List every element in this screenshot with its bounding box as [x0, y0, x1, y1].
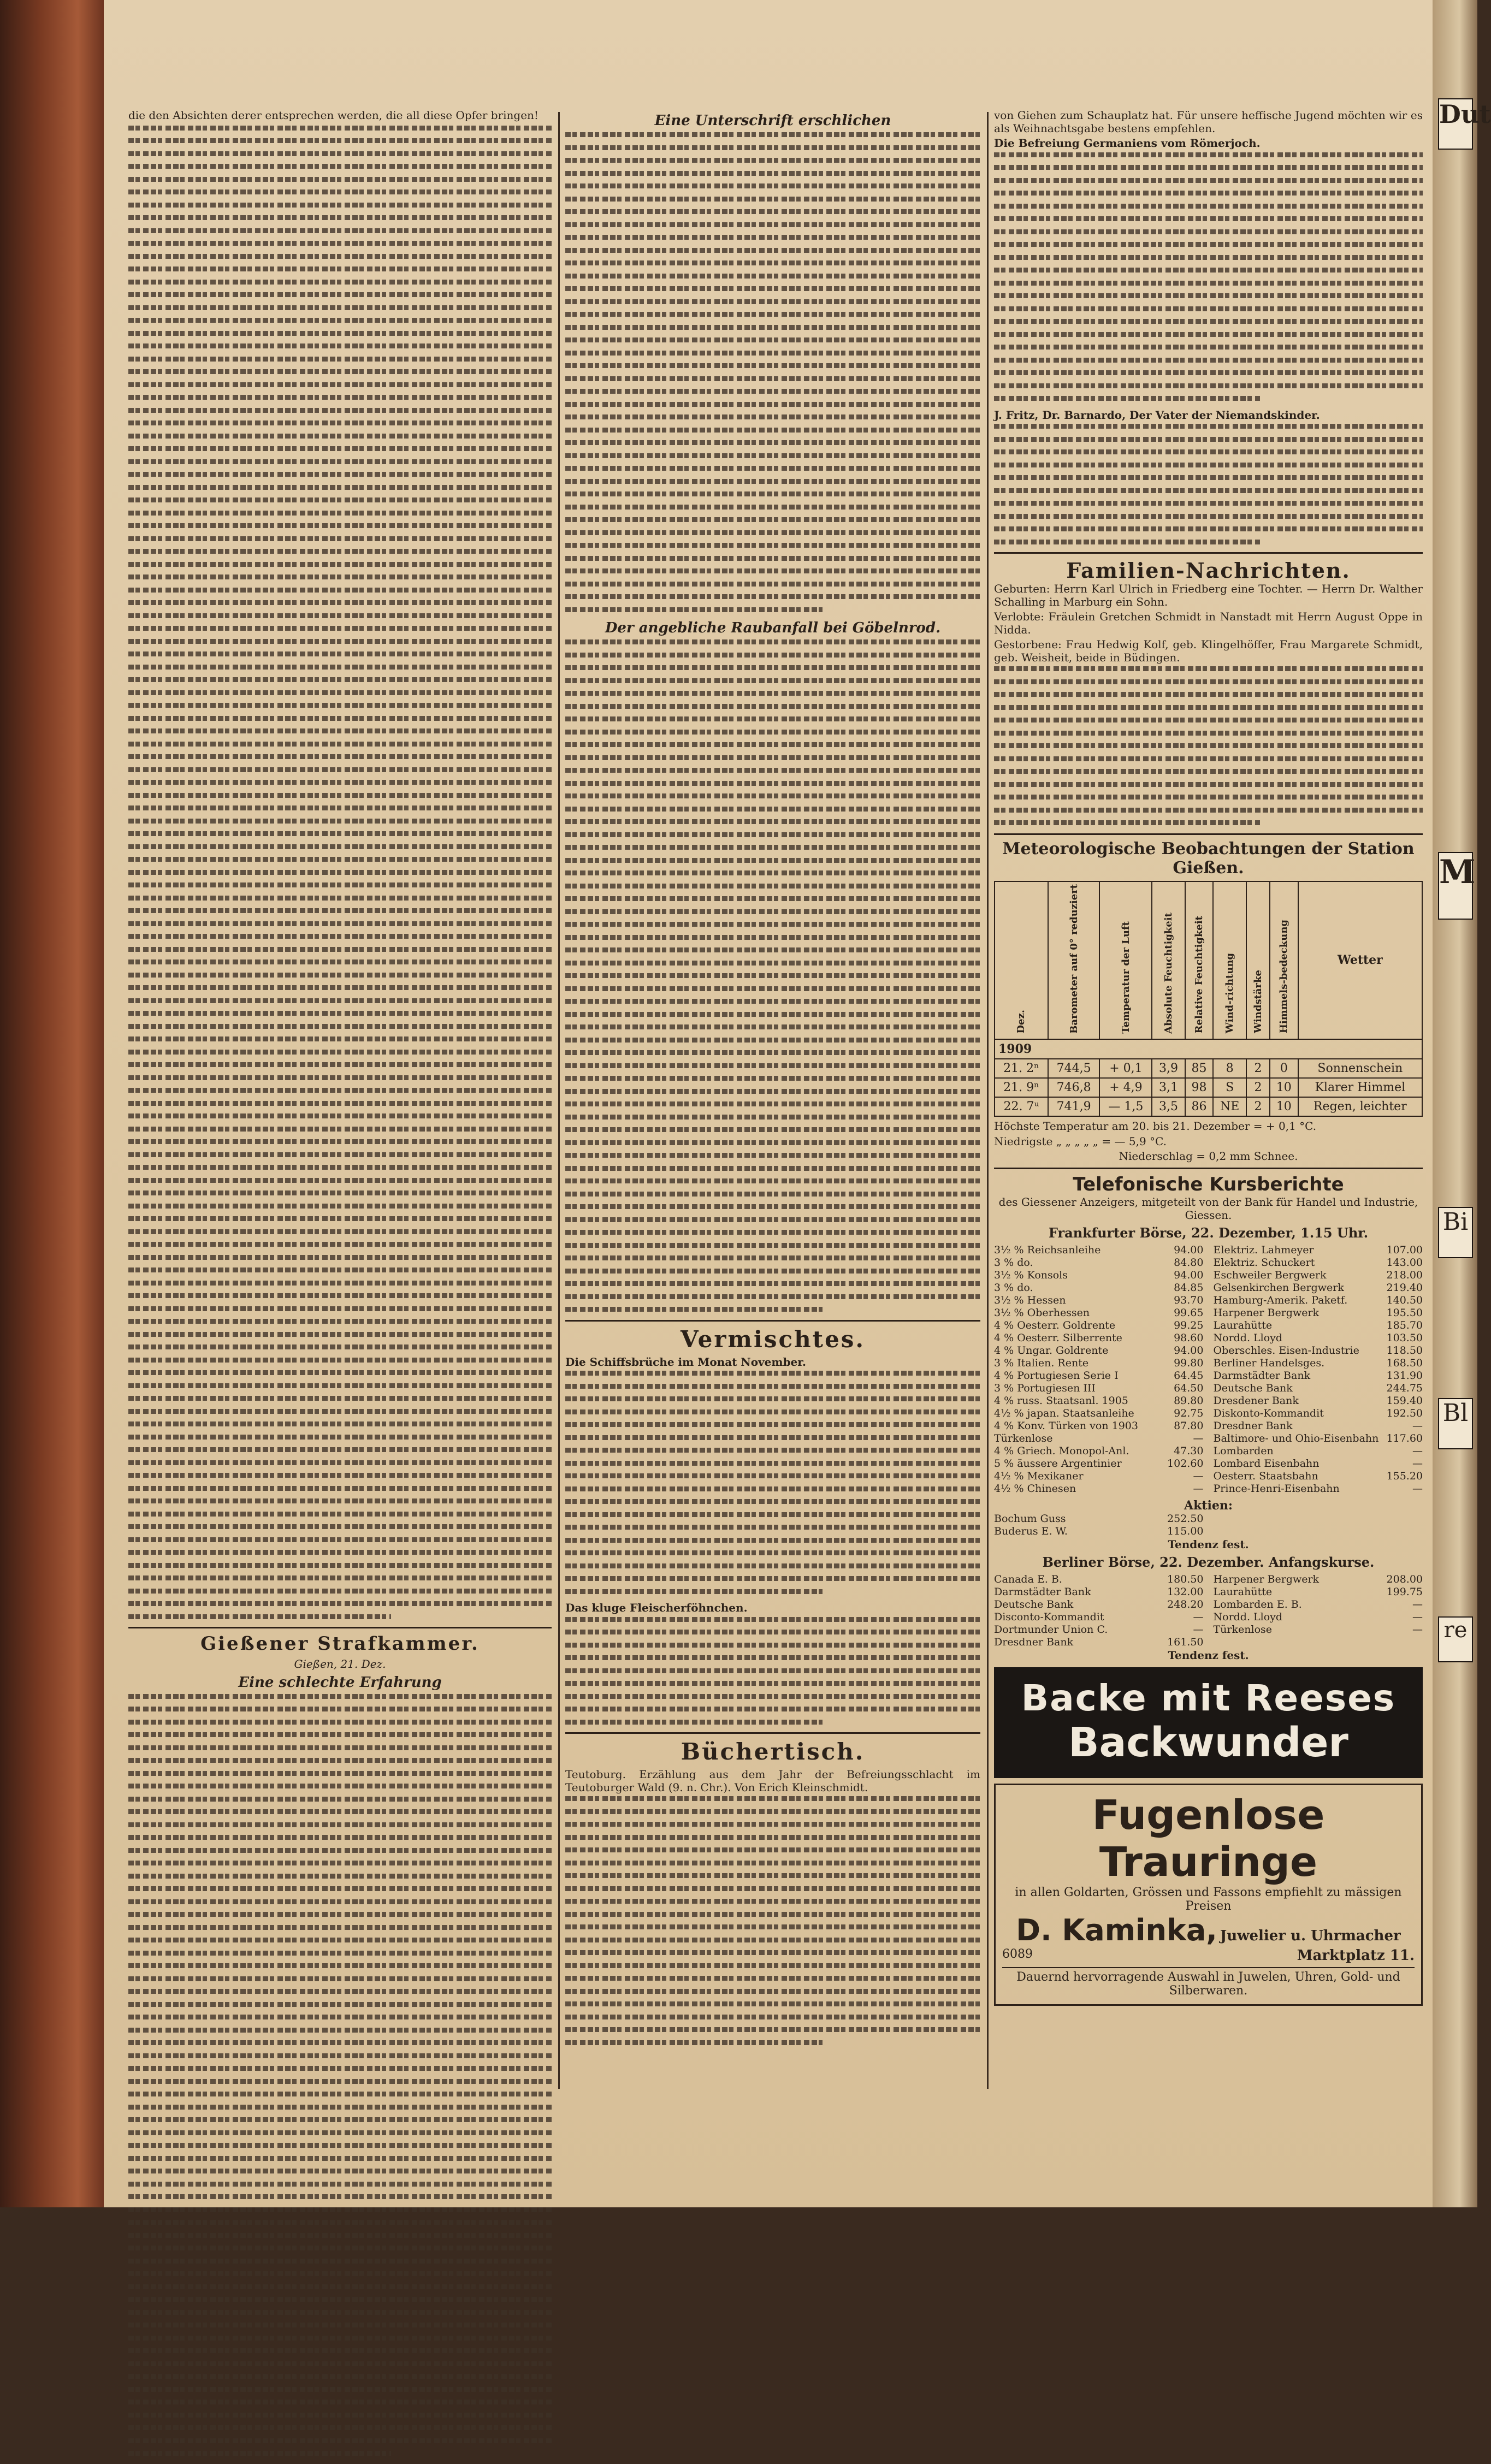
stock-name: Laurahütte [1213, 1319, 1273, 1331]
advert-backe-line-1: Backe mit Reeses [1021, 1677, 1396, 1719]
stock-price: 208.00 [1386, 1573, 1423, 1585]
stock-name: 3½ % Konsols [994, 1269, 1068, 1281]
weather-header: Barometer auf 0° reduziert [1048, 881, 1100, 1040]
stock-quote-row [1214, 1307, 1423, 1319]
stock-quote-row [1214, 1611, 1423, 1624]
stock-quote-row [1214, 1282, 1423, 1294]
weather-table [994, 881, 1423, 1117]
weather-report [994, 839, 1423, 1163]
vermischtes-item-1-title: Die Schiffsbrüche im Monat November. [565, 1355, 806, 1369]
section-buechertisch: Büchertisch. [681, 1738, 865, 1765]
aktien-label: Aktien: [1184, 1498, 1233, 1513]
stock-name: Laurahütte [1213, 1585, 1273, 1598]
edge-letters-3: Bi [1438, 1207, 1473, 1258]
stock-name: Dresdner Bank [1213, 1419, 1293, 1432]
weather-header-row [995, 881, 1422, 1040]
stock-name: 4 % Oesterr. Goldrente [994, 1319, 1116, 1331]
stock-quote-row [1214, 1319, 1423, 1332]
stock-quote-row [994, 1382, 1204, 1395]
weather-summary-3: Niederschlag = 0,2 mm Schnee. [1119, 1150, 1298, 1163]
column-3-divider-2 [994, 833, 1423, 835]
stock-name: 4½ % Mexikaner [994, 1470, 1084, 1482]
stock-price: 219.40 [1386, 1281, 1423, 1294]
stock-quote-row [994, 1269, 1204, 1282]
stock-name: Oberschles. Eisen-Industrie [1213, 1344, 1359, 1357]
stock-name: Lombarden [1213, 1444, 1274, 1457]
stock-price: 180.50 [1167, 1573, 1204, 1585]
frankfurt-left-column [994, 1244, 1204, 1495]
advert-trauringe-role: Juwelier u. Uhrmacher [1220, 1927, 1401, 1944]
aktien-quotes [994, 1513, 1423, 1538]
stock-quote-row [1214, 1257, 1423, 1269]
weather-header: Wetter [1298, 881, 1422, 1040]
stock-quote-row [994, 1407, 1204, 1420]
stock-price: 168.50 [1386, 1357, 1423, 1369]
weather-title: Meteorologische Beobachtungen der Station Gießen. [1002, 839, 1415, 878]
stock-price: 84.85 [1174, 1281, 1204, 1294]
stock-quote-row [994, 1470, 1204, 1483]
column-rule-2 [987, 112, 989, 2089]
stock-quote-row [994, 1432, 1204, 1445]
stock-quote-row [994, 1636, 1204, 1649]
stock-name: Lombard Eisenbahn [1213, 1457, 1320, 1470]
stock-price: 102.60 [1167, 1457, 1204, 1470]
edge-letters-1: Dut [1438, 98, 1473, 150]
buechertisch-item-1: Teutoburg. Erzählung aus dem Jahr der Befreiungsschlacht im Teutoburger Wald (9. n. Chr.). Von Erich Kleinschmidt. [565, 1768, 980, 1794]
stock-reports [994, 1174, 1423, 1662]
advert-backe-line-2: Backwunder [1068, 1719, 1348, 1766]
stock-subtitle: des Giessener Anzeigers, mitgeteilt von der Bank für Handel und Industrie, Giessen. [998, 1195, 1418, 1222]
vermischtes-item-2-text [565, 1617, 980, 1725]
stock-name: 3 % Portugiesen III [994, 1382, 1096, 1394]
stock-price: 248.20 [1167, 1598, 1204, 1610]
weather-row: 22. 7ᵘ 741,9 — 1,5 3,5 86 NE 2 10 Regen, leichter [995, 1097, 1422, 1116]
stock-price: 218.00 [1386, 1269, 1423, 1281]
stock-quote-row [1214, 1395, 1423, 1407]
stock-price: — [1193, 1470, 1204, 1482]
weather-header: Wind-richtung [1213, 881, 1246, 1040]
stock-name: Deutsche Bank [994, 1598, 1074, 1610]
stock-name: 4 % Griech. Monopol-Anl. [994, 1444, 1129, 1457]
buechertisch-text [565, 1796, 980, 2045]
stock-name: 4 % Konv. Türken von 1903 [994, 1419, 1138, 1432]
stock-price: 195.50 [1386, 1306, 1423, 1319]
stock-price: 252.50 [1167, 1512, 1204, 1525]
vermischtes-item-1-text [565, 1371, 980, 1594]
stock-price: 185.70 [1386, 1319, 1423, 1331]
stock-price: 155.20 [1386, 1470, 1423, 1482]
advert-backe-mit-reeses [994, 1667, 1423, 1778]
stock-quote-row [1214, 1382, 1423, 1395]
stock-price: — [1412, 1623, 1423, 1636]
stock-name: 3 % Italien. Rente [994, 1357, 1089, 1369]
stock-name: 3½ % Oberhessen [994, 1306, 1090, 1319]
stock-price: 107.00 [1386, 1243, 1423, 1256]
article-heading-raubanfall: Der angebliche Raubanfall bei Göbelnrod. [605, 620, 941, 636]
stock-name: Nordd. Lloyd [1213, 1331, 1283, 1344]
stock-price: 98.60 [1174, 1331, 1204, 1344]
stock-quote-row [994, 1357, 1204, 1370]
stock-name: Elektriz. Lahmeyer [1213, 1243, 1314, 1256]
stock-quote-row [1214, 1370, 1423, 1382]
stock-quote-row [1214, 1573, 1423, 1586]
tendenz-1: Tendenz fest. [1168, 1537, 1249, 1551]
stock-quote-row [994, 1611, 1204, 1624]
stock-price: 99.25 [1174, 1319, 1204, 1331]
stock-name: 4 % Oesterr. Silberrente [994, 1331, 1122, 1344]
stock-price: 103.50 [1386, 1331, 1423, 1344]
column-3-divider-3 [994, 1168, 1423, 1169]
section-vermischtes: Vermischtes. [680, 1325, 866, 1353]
stock-quote-row [1214, 1483, 1423, 1495]
stock-quote-row [994, 1395, 1204, 1407]
stock-name: Lombarden E. B. [1213, 1598, 1302, 1610]
vermischtes-item-2-title: Das kluge Fleischerföhnchen. [565, 1601, 748, 1614]
stock-name: Hamburg-Amerik. Paketf. [1213, 1294, 1348, 1306]
stock-price: 143.00 [1386, 1256, 1423, 1269]
stock-price: 132.00 [1167, 1585, 1204, 1598]
stock-price: 118.50 [1386, 1344, 1423, 1357]
book-spine-gutter [0, 0, 104, 2207]
court-dateline: Gießen, 21. Dez. [294, 1657, 386, 1671]
stock-name: 4½ % Chinesen [994, 1482, 1076, 1495]
stock-price: 99.65 [1174, 1306, 1204, 1319]
weather-header: Relative Feuchtigkeit [1185, 881, 1214, 1040]
stock-quote-row [994, 1586, 1204, 1598]
stock-name: Dortmunder Union C. [994, 1623, 1108, 1636]
column-3 [994, 109, 1423, 2006]
column-3-lead-text: von Giehen zum Schauplatz hat. Für unsere heffische Jugend möchten wir es als Weihnachtsgabe bestens empfehlen. [994, 109, 1423, 135]
edge-letters-5: re [1438, 1616, 1473, 1662]
stock-price: 89.80 [1174, 1394, 1204, 1407]
stock-name: Türkenlose [994, 1432, 1053, 1444]
stock-name: 4½ % japan. Staatsanleihe [994, 1407, 1134, 1419]
article-raubanfall-text [565, 639, 980, 1312]
stock-price: 94.00 [1174, 1344, 1204, 1357]
frankfurt-quotes [994, 1244, 1423, 1495]
stock-quote-row [1214, 1332, 1423, 1344]
advert-trauringe-name: D. Kaminka, [1016, 1912, 1217, 1947]
article-unterschrift-text [565, 132, 980, 612]
stock-quote-row [994, 1525, 1204, 1538]
stock-quote-row [1214, 1420, 1423, 1432]
advert-trauringe-bottom: Dauernd hervorragende Auswahl in Juwelen, Uhren, Gold- und Silberwaren. [1002, 1967, 1415, 1998]
column-1-divider [128, 1627, 552, 1628]
column-2 [565, 109, 980, 2053]
stock-name: 3½ % Hessen [994, 1294, 1066, 1306]
stock-price: — [1193, 1610, 1204, 1623]
stock-quote-row [1214, 1269, 1423, 1282]
weather-summary-2: Niedrigste „ „ „ „ „ = — 5,9 °C. [994, 1134, 1167, 1148]
stock-quote-row [994, 1483, 1204, 1495]
stock-name: Disconto-Kommandit [994, 1610, 1104, 1623]
weather-header: Dez. [995, 881, 1048, 1040]
stock-quote-row [1214, 1586, 1423, 1598]
court-heading: Gießener Strafkammer. [200, 1633, 480, 1655]
stock-name: Nordd. Lloyd [1213, 1610, 1283, 1623]
stock-quote-row [1214, 1598, 1423, 1611]
stock-name: Elektriz. Schuckert [1213, 1256, 1315, 1269]
stock-price: 115.00 [1167, 1525, 1204, 1537]
stock-name: Oesterr. Staatsbahn [1213, 1470, 1318, 1482]
stock-name: Harpener Bergwerk [1213, 1306, 1320, 1319]
court-report-text [128, 1694, 552, 2456]
stock-quote-row [994, 1319, 1204, 1332]
weather-summary-1: Höchste Temperatur am 20. bis 21. Dezember = + 0,1 °C. [994, 1120, 1317, 1133]
book-review-3-title: J. Fritz, Dr. Barnardo, Der Vater der Niemandskinder. [994, 408, 1320, 422]
advert-trauringe-code: 6089 [1002, 1947, 1033, 1961]
stock-price: — [1412, 1444, 1423, 1457]
stock-price: 161.50 [1167, 1636, 1204, 1648]
stock-name: Canada E. B. [994, 1573, 1062, 1585]
berlin-heading: Berliner Börse, 22. Dezember. Anfangskurse. [1042, 1554, 1375, 1570]
advert-trauringe-sub: in allen Goldarten, Grössen und Fassons empfiehlt zu mässigen Preisen [1015, 1885, 1402, 1913]
stock-quote-row [1214, 1432, 1423, 1445]
stock-quote-row [994, 1244, 1204, 1257]
stock-name: Baltimore- und Ohio-Eisenbahn [1213, 1432, 1379, 1444]
stock-price: — [1412, 1419, 1423, 1432]
stock-name: 3½ % Reichsanleihe [994, 1243, 1101, 1256]
stock-price: 117.60 [1386, 1432, 1423, 1444]
stock-price: 131.90 [1386, 1369, 1423, 1382]
column-2-divider-2 [565, 1732, 980, 1734]
column-rule-1 [558, 112, 560, 2089]
stock-price: 244.75 [1386, 1382, 1423, 1394]
berlin-quotes [994, 1573, 1423, 1649]
stock-quote-row [1214, 1244, 1423, 1257]
stock-quote-row [994, 1332, 1204, 1344]
stock-name: Dresdener Bank [1213, 1394, 1299, 1407]
stock-quote-row [994, 1445, 1204, 1458]
stock-price: 47.30 [1174, 1444, 1204, 1457]
stock-price: — [1193, 1432, 1204, 1444]
tendenz-2: Tendenz fest. [1168, 1648, 1249, 1662]
weather-header: Temperatur der Luft [1099, 881, 1152, 1040]
stock-price: 92.75 [1174, 1407, 1204, 1419]
stock-quote-row [994, 1294, 1204, 1307]
stock-name: Eschweiler Bergwerk [1213, 1269, 1327, 1281]
stock-name: Deutsche Bank [1213, 1382, 1293, 1394]
stock-price: — [1412, 1610, 1423, 1623]
stock-quote-row [994, 1624, 1204, 1636]
stock-name: Gelsenkirchen Bergwerk [1213, 1281, 1344, 1294]
column-3-divider-1 [994, 552, 1423, 554]
stock-name: 4 % russ. Staatsanl. 1905 [994, 1394, 1128, 1407]
column-1-body-text [128, 126, 552, 1619]
weather-row: 21. 2ⁿ 744,5 + 0,1 3,9 85 8 2 0 Sonnenschein [995, 1059, 1422, 1078]
stock-name: 4 % Portugiesen Serie I [994, 1369, 1119, 1382]
stock-quote-row [994, 1513, 1204, 1525]
stock-price: — [1193, 1482, 1204, 1495]
stock-quote-row [1214, 1357, 1423, 1370]
stock-quote-row [994, 1344, 1204, 1357]
stock-quote-row [1214, 1344, 1423, 1357]
stock-name: Diskonto-Kommandit [1213, 1407, 1324, 1419]
stock-name: Harpener Bergwerk [1213, 1573, 1320, 1585]
edge-letters-2: M [1438, 852, 1473, 920]
stock-quote-row [1214, 1407, 1423, 1420]
weather-row: 21. 9ⁿ 746,8 + 4,9 3,1 98 S 2 10 Klarer Himmel [995, 1078, 1422, 1097]
column-2-divider-1 [565, 1320, 980, 1322]
stock-name: 4 % Ungar. Goldrente [994, 1344, 1109, 1357]
advert-trauringe-address: Marktplatz 11. [1297, 1947, 1415, 1964]
stock-quote-row [994, 1282, 1204, 1294]
stock-name: Darmstädter Bank [994, 1585, 1091, 1598]
stock-quote-row [994, 1370, 1204, 1382]
stock-price: 192.50 [1386, 1407, 1423, 1419]
stock-price: 159.40 [1386, 1394, 1423, 1407]
stock-price: 94.00 [1174, 1243, 1204, 1256]
stock-price: 199.75 [1386, 1585, 1423, 1598]
advert-trauringe [994, 1784, 1423, 2006]
column-1-lead-text: die den Absichten derer entsprechen werden, die all diese Opfer bringen! [128, 109, 539, 122]
aktien-column [994, 1513, 1204, 1538]
weather-year: 1909 [995, 1039, 1422, 1059]
stock-name: Bochum Guss [994, 1512, 1066, 1525]
stock-quote-row [994, 1257, 1204, 1269]
book-review-3-text [994, 424, 1423, 544]
frankfurt-heading: Frankfurter Börse, 22. Dezember, 1.15 Uhr. [1048, 1224, 1369, 1241]
stock-quote-row [994, 1573, 1204, 1586]
stock-name: Türkenlose [1213, 1623, 1272, 1636]
advert-trauringe-title: Fugenlose Trauringe [1092, 1791, 1325, 1886]
newspaper-paper [104, 0, 1433, 2207]
stock-price: — [1412, 1598, 1423, 1610]
berlin-right-column [1214, 1573, 1423, 1649]
article-heading-unterschrift: Eine Unterschrift erschlichen [654, 112, 891, 129]
book-review-2-title: Die Befreiung Germaniens vom Römerjoch. [994, 137, 1261, 150]
weather-header: Absolute Feuchtigkeit [1152, 881, 1185, 1040]
stock-name: Prince-Henri-Eisenbahn [1213, 1482, 1340, 1495]
stock-price: 64.50 [1174, 1382, 1204, 1394]
stock-price: 87.80 [1174, 1419, 1204, 1432]
stock-price: — [1412, 1457, 1423, 1470]
stock-quote-row [994, 1420, 1204, 1432]
stock-price: 94.00 [1174, 1269, 1204, 1281]
stock-name: Dresdner Bank [994, 1636, 1074, 1648]
stock-quote-row [994, 1307, 1204, 1319]
stock-name: 3 % do. [994, 1281, 1033, 1294]
family-births: Geburten: Herrn Karl Ulrich in Friedberg eine Tochter. — Herrn Dr. Walther Schalling in Marburg ein Sohn. [994, 582, 1423, 608]
stock-quote-row [1214, 1470, 1423, 1483]
stock-name: Berliner Handelsges. [1213, 1357, 1325, 1369]
edge-letters-4: Bl [1438, 1398, 1473, 1449]
frankfurt-right-column [1214, 1244, 1423, 1495]
court-case-title: Eine schlechte Erfahrung [238, 1674, 442, 1691]
next-page-edge [1433, 0, 1491, 2207]
stock-quote-row [1214, 1624, 1423, 1636]
family-deaths: Gestorbene: Frau Hedwig Kolf, geb. Klingelhöffer, Frau Margarete Schmidt, geb. Weisheit, beide in Büdingen. [994, 638, 1423, 664]
stock-price: 93.70 [1174, 1294, 1204, 1306]
family-news-text [994, 666, 1423, 825]
weather-header: Himmels-bedeckung [1270, 881, 1298, 1040]
berlin-left-column [994, 1573, 1204, 1649]
stock-name: 3 % do. [994, 1256, 1033, 1269]
stock-quote-row [1214, 1458, 1423, 1470]
stock-quote-row [1214, 1445, 1423, 1458]
family-news-heading: Familien-Nachrichten. [1066, 558, 1351, 583]
stock-name: Buderus E. W. [994, 1525, 1068, 1537]
stock-quote-row [1214, 1294, 1423, 1307]
weather-header: Windstärke [1246, 881, 1270, 1040]
stock-price: 99.80 [1174, 1357, 1204, 1369]
stock-price: — [1193, 1623, 1204, 1636]
stock-name: Darmstädter Bank [1213, 1369, 1311, 1382]
stock-quote-row [994, 1598, 1204, 1611]
stock-price: 84.80 [1174, 1256, 1204, 1269]
stock-title: Telefonische Kursberichte [1073, 1173, 1344, 1195]
column-1 [128, 109, 552, 2464]
stock-price: 140.50 [1386, 1294, 1423, 1306]
book-review-2-text [994, 152, 1423, 401]
stock-name: 5 % äussere Argentinier [994, 1457, 1122, 1470]
stock-price: — [1412, 1482, 1423, 1495]
family-engaged: Verlobte: Fräulein Gretchen Schmidt in Nanstadt mit Herrn August Oppe in Nidda. [994, 610, 1423, 636]
stock-price: 64.45 [1174, 1369, 1204, 1382]
stock-quote-row [994, 1458, 1204, 1470]
